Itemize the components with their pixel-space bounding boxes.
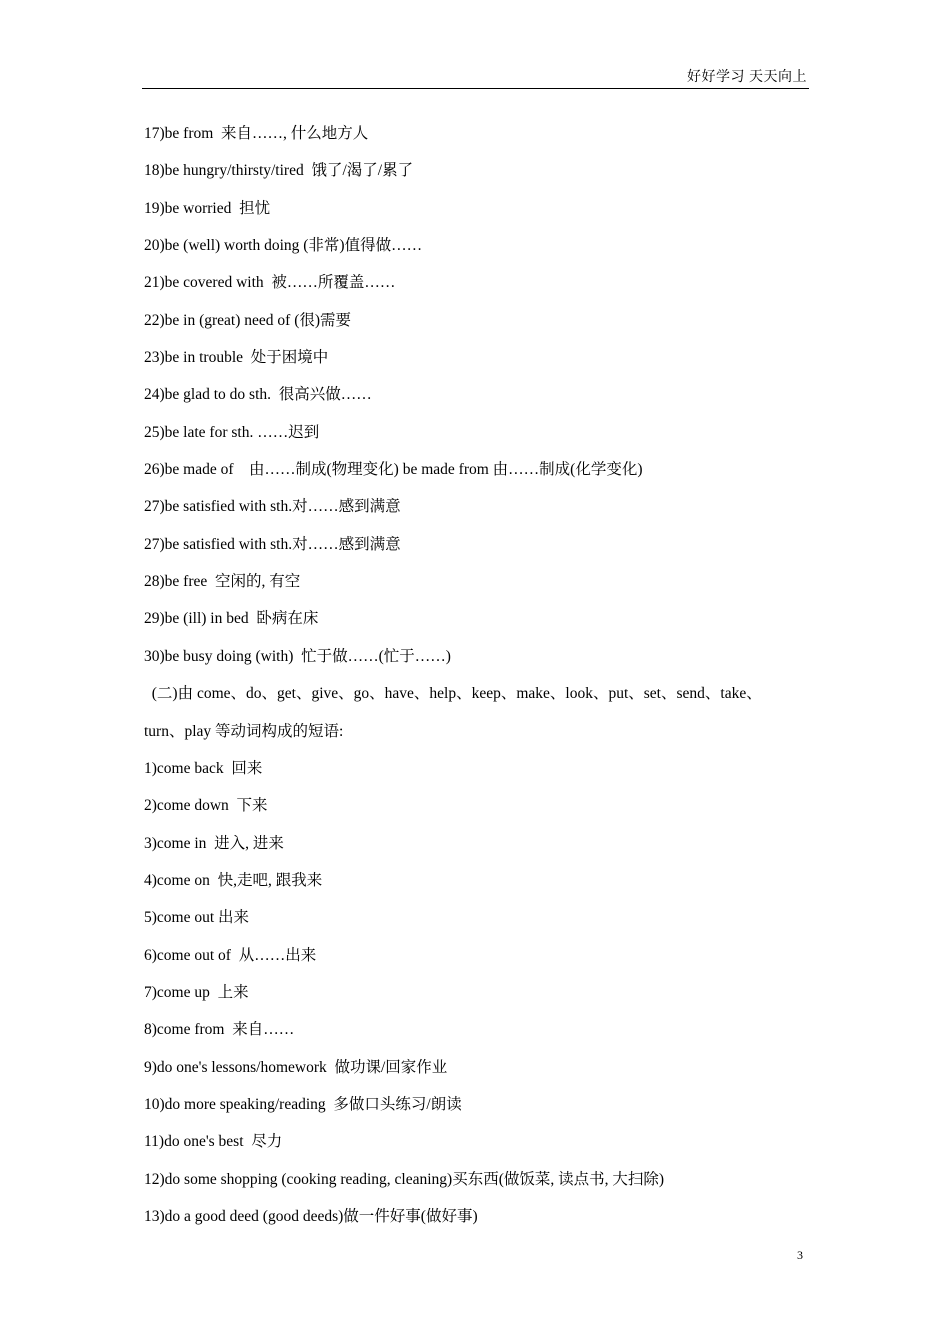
text-line: 25)be late for sth. ……迟到 xyxy=(144,423,320,441)
text-line: 18)be hungry/thirsty/tired 饿了/渴了/累了 xyxy=(144,162,414,180)
text-line: 24)be glad to do sth. 很高兴做…… xyxy=(144,386,372,404)
text-line: 10)do more speaking/reading 多做口头练习/朗读 xyxy=(144,1095,462,1113)
text-line: 27)be satisfied with sth.对……感到满意 xyxy=(144,535,401,553)
text-line: 3)come in 进入, 进来 xyxy=(144,834,284,852)
section-heading-continued: turn、play 等动词构成的短语: xyxy=(144,722,344,740)
text-line: 20)be (well) worth doing (非常)值得做…… xyxy=(144,237,423,255)
text-line: 29)be (ill) in bed 卧病在床 xyxy=(144,610,319,628)
text-line: 9)do one's lessons/homework 做功课/回家作业 xyxy=(144,1058,448,1076)
text-line: 2)come down 下来 xyxy=(144,797,268,815)
page-number: 3 xyxy=(797,1248,803,1262)
text-line: 8)come from 来自…… xyxy=(144,1021,295,1039)
text-line: 4)come on 快,走吧, 跟我来 xyxy=(144,871,323,889)
document-body xyxy=(144,120,824,1240)
text-line: 13)do a good deed (good deeds)做一件好事(做好事) xyxy=(144,1207,478,1225)
text-line: 30)be busy doing (with) 忙于做……(忙于……) xyxy=(144,647,451,665)
header-rule xyxy=(142,88,809,89)
header-text: 好好学习 天天向上 xyxy=(687,70,807,85)
text-line: 23)be in trouble 处于困境中 xyxy=(144,349,329,367)
text-line: 28)be free 空闲的, 有空 xyxy=(144,573,301,591)
text-line: 27)be satisfied with sth.对……感到满意 xyxy=(144,498,401,516)
text-line: 17)be from 来自……, 什么地方人 xyxy=(144,125,369,142)
text-line: 6)come out of 从……出来 xyxy=(144,946,317,964)
text-line: 11)do one's best 尽力 xyxy=(144,1133,283,1151)
text-line: 26)be made of 由……制成(物理变化) be made from 由……制成(化学变化) xyxy=(144,461,643,479)
text-line: 22)be in (great) need of (很)需要 xyxy=(144,311,352,329)
section-heading: (二)由 come、do、get、give、go、have、help、keep、make、look、put、set、send、take、 xyxy=(144,685,762,703)
text-line: 12)do some shopping (cooking reading, cleaning)买东西(做饭菜, 读点书, 大扫除) xyxy=(144,1170,665,1188)
text-line: 1)come back 回来 xyxy=(144,759,263,777)
text-line: 19)be worried 担忧 xyxy=(144,199,271,217)
text-line: 21)be covered with 被……所覆盖…… xyxy=(144,274,396,292)
text-line: 5)come out 出来 xyxy=(144,909,250,927)
text-line: 7)come up 上来 xyxy=(144,983,249,1001)
